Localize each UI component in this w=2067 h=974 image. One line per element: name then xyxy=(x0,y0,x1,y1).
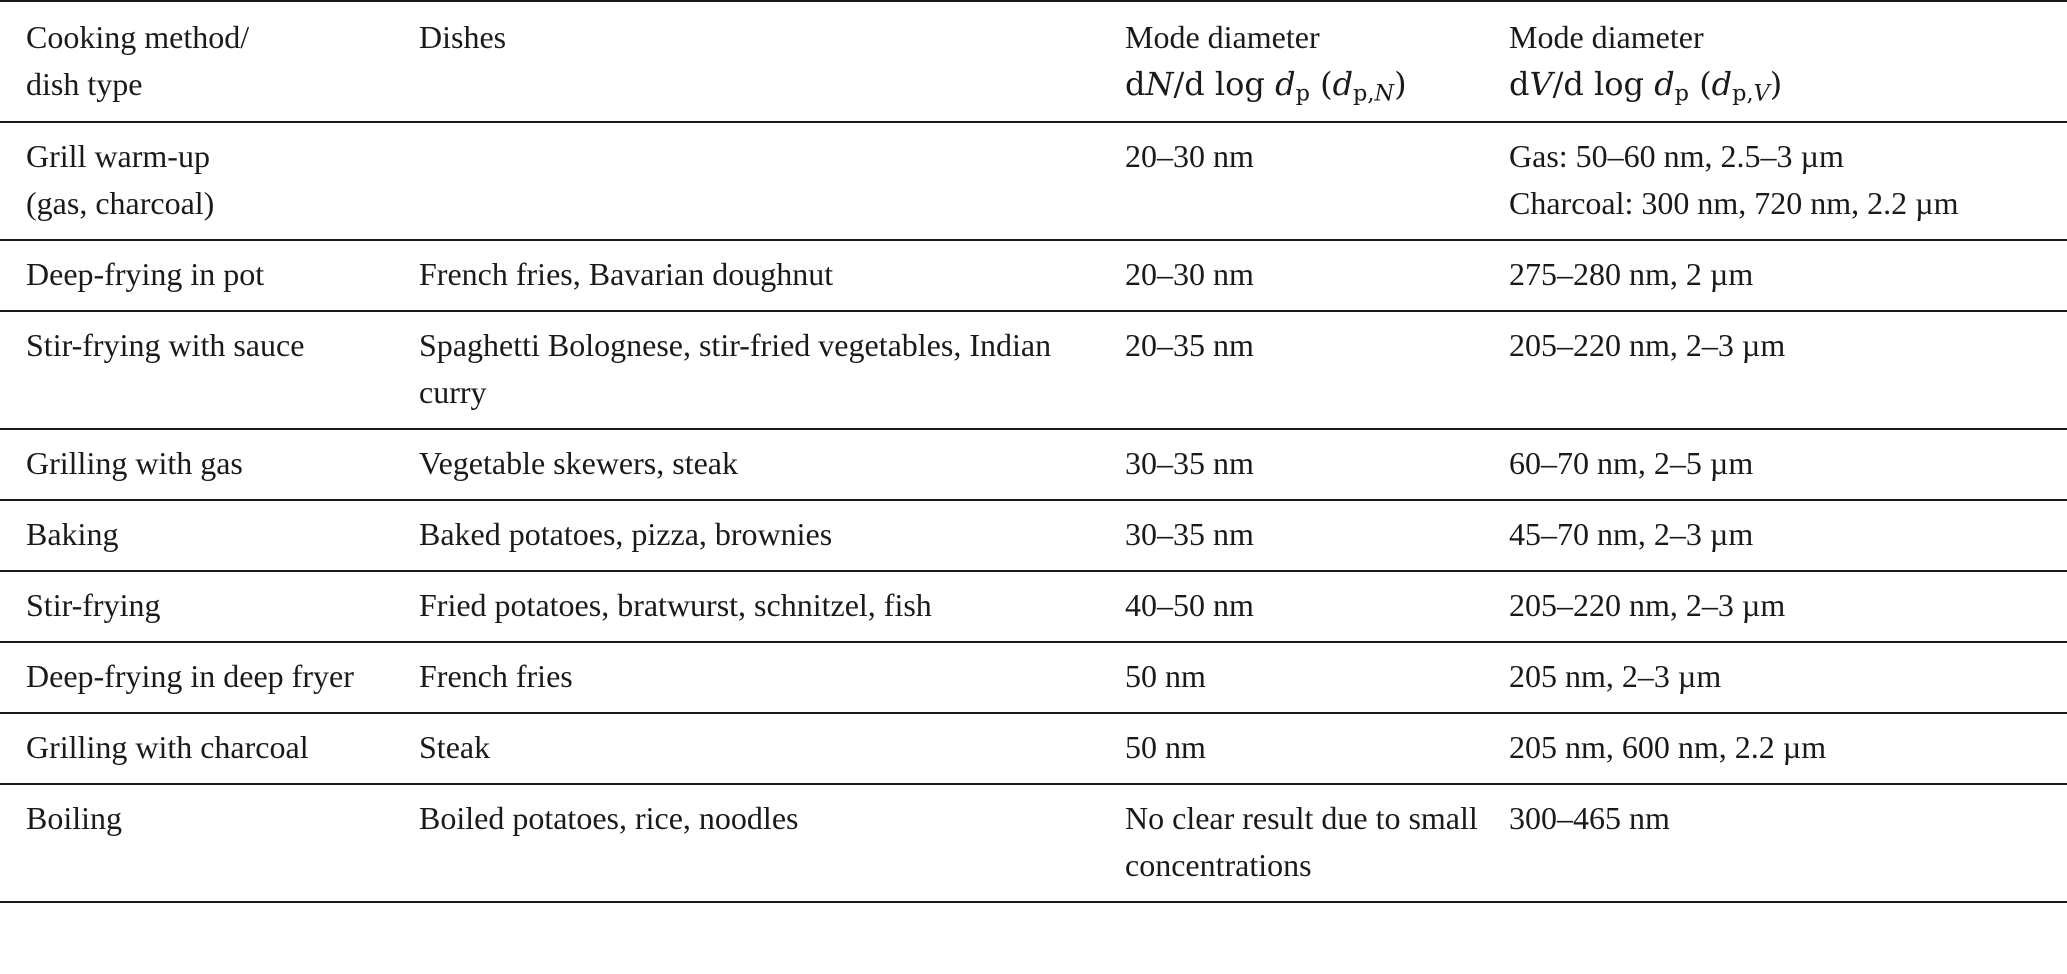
cell-dishes xyxy=(393,571,1099,642)
mode-v-line1: 205–220 nm, 2–3 µm xyxy=(1509,587,1786,623)
cell-dishes-text: French fries, Bavarian doughnut xyxy=(419,256,834,292)
mode-v-line2: Charcoal: 300 nm, 720 nm, 2.2 µm xyxy=(1509,185,1959,221)
cell-mode-diameter-number xyxy=(1099,429,1483,500)
cell-cooking-method-text: Grill warm-up (gas, charcoal) xyxy=(26,138,215,221)
mode-v-line1: 300–465 nm xyxy=(1509,800,1670,836)
cell-mode-diameter-number xyxy=(1099,571,1483,642)
table-row xyxy=(0,642,2067,713)
header-dishes xyxy=(393,1,1099,122)
table-row xyxy=(0,784,2067,902)
cell-mode-diameter-number-text: No clear result due to small concentrations xyxy=(1125,800,1478,883)
cell-mode-diameter-number-text: 50 nm xyxy=(1125,729,1206,765)
cell-cooking-method xyxy=(0,571,393,642)
cell-cooking-method xyxy=(0,642,393,713)
table-row xyxy=(0,429,2067,500)
cell-cooking-method-text: Stir-frying with sauce xyxy=(26,327,305,363)
cell-cooking-method xyxy=(0,122,393,240)
cell-dishes-text: Vegetable skewers, steak xyxy=(419,445,738,481)
cell-mode-diameter-number xyxy=(1099,311,1483,429)
cell-cooking-method xyxy=(0,240,393,311)
header-mode-v-line1: Mode diameter xyxy=(1509,19,1704,55)
cell-dishes-text: Spaghetti Bolognese, stir-fried vegetables, Indian curry xyxy=(419,327,1052,410)
cell-mode-diameter-number-text: 20–35 nm xyxy=(1125,327,1254,363)
cell-cooking-method xyxy=(0,713,393,784)
cell-mode-diameter-volume xyxy=(1483,240,2067,311)
cell-dishes-text: Baked potatoes, pizza, brownies xyxy=(419,516,833,552)
header-cooking-method-line2: dish type xyxy=(26,66,143,102)
cell-dishes xyxy=(393,429,1099,500)
mode-v-line1: 205 nm, 2–3 µm xyxy=(1509,658,1722,694)
cell-mode-diameter-volume xyxy=(1483,311,2067,429)
header-dishes-label: Dishes xyxy=(419,19,507,55)
cell-cooking-method-text: Grilling with gas xyxy=(26,445,243,481)
cell-dishes xyxy=(393,311,1099,429)
cell-cooking-method xyxy=(0,500,393,571)
cell-mode-diameter-volume xyxy=(1483,429,2067,500)
cell-dishes xyxy=(393,642,1099,713)
mode-v-line1: 60–70 nm, 2–5 µm xyxy=(1509,445,1754,481)
header-mode-diameter-volume xyxy=(1483,1,2067,122)
cell-mode-diameter-number xyxy=(1099,500,1483,571)
cell-dishes xyxy=(393,713,1099,784)
table-row xyxy=(0,240,2067,311)
cell-mode-diameter-number-text: 30–35 nm xyxy=(1125,445,1254,481)
cell-cooking-method xyxy=(0,784,393,902)
mode-v-line1: 205–220 nm, 2–3 µm xyxy=(1509,327,1786,363)
header-mode-v-formula: dV/d $\log d_p$ $(d_{p,V})$ xyxy=(1509,65,1783,107)
table-body xyxy=(0,122,2067,902)
cell-cooking-method-text: Deep-frying in deep fryer xyxy=(26,658,354,694)
mode-v-line1: 205 nm, 600 nm, 2.2 µm xyxy=(1509,729,1827,765)
cell-cooking-method-text: Grilling with charcoal xyxy=(26,729,309,765)
cell-dishes-text: Boiled potatoes, rice, noodles xyxy=(419,800,799,836)
cell-mode-diameter-number xyxy=(1099,713,1483,784)
mode-v-line1: 275–280 nm, 2 µm xyxy=(1509,256,1754,292)
mode-v-line1: Gas: 50–60 nm, 2.5–3 µm xyxy=(1509,138,1844,174)
header-cooking-method-line1: Cooking method/ xyxy=(26,19,250,55)
table-row xyxy=(0,713,2067,784)
header-mode-diameter-number xyxy=(1099,1,1483,122)
table-row xyxy=(0,500,2067,571)
header-mode-n-formula: dN/d $\log d_p$ $(d_{p,N})$ xyxy=(1125,65,1407,107)
cell-mode-diameter-number-text: 40–50 nm xyxy=(1125,587,1254,623)
mode-v-line1: 45–70 nm, 2–3 µm xyxy=(1509,516,1754,552)
header-cooking-method xyxy=(0,1,393,122)
cell-cooking-method-text: Boiling xyxy=(26,800,123,836)
cell-dishes-text: Fried potatoes, bratwurst, schnitzel, fish xyxy=(419,587,932,623)
cell-mode-diameter-number-text: 20–30 nm xyxy=(1125,256,1254,292)
table-header-row xyxy=(0,1,2067,122)
header-mode-n-line1: Mode diameter xyxy=(1125,19,1320,55)
cell-mode-diameter-volume xyxy=(1483,713,2067,784)
cell-mode-diameter-number-text: 20–30 nm xyxy=(1125,138,1254,174)
cell-cooking-method xyxy=(0,429,393,500)
cell-dishes xyxy=(393,500,1099,571)
cell-mode-diameter-number xyxy=(1099,784,1483,902)
cell-mode-diameter-volume xyxy=(1483,122,2067,240)
table-row xyxy=(0,122,2067,240)
cell-mode-diameter-number xyxy=(1099,122,1483,240)
cell-dishes-text: French fries xyxy=(419,658,573,694)
cell-mode-diameter-number-text: 30–35 nm xyxy=(1125,516,1254,552)
cell-mode-diameter-volume xyxy=(1483,571,2067,642)
cell-dishes-text: Steak xyxy=(419,729,491,765)
cell-dishes xyxy=(393,240,1099,311)
table-row xyxy=(0,571,2067,642)
cell-dishes xyxy=(393,784,1099,902)
cell-cooking-method xyxy=(0,311,393,429)
cell-mode-diameter-volume xyxy=(1483,784,2067,902)
cell-mode-diameter-number xyxy=(1099,642,1483,713)
cell-mode-diameter-volume xyxy=(1483,642,2067,713)
cell-mode-diameter-number xyxy=(1099,240,1483,311)
cell-cooking-method-text: Deep-frying in pot xyxy=(26,256,265,292)
cell-cooking-method-text: Stir-frying xyxy=(26,587,161,623)
table-row xyxy=(0,311,2067,429)
cell-dishes xyxy=(393,122,1099,240)
cell-mode-diameter-volume xyxy=(1483,500,2067,571)
cell-mode-diameter-number-text: 50 nm xyxy=(1125,658,1206,694)
cell-cooking-method-text: Baking xyxy=(26,516,119,552)
